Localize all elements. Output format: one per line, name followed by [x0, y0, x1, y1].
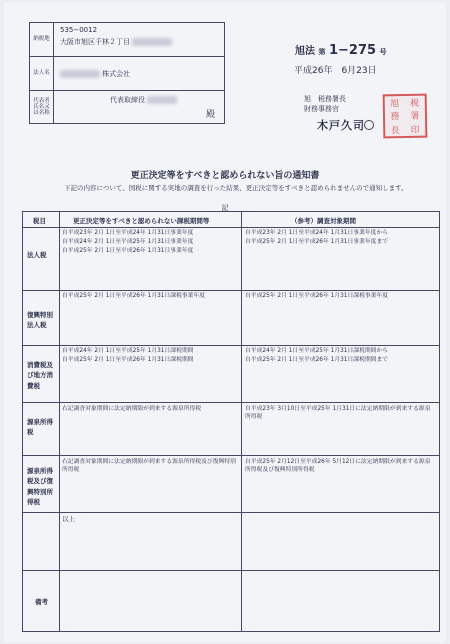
seal-char: 旭	[390, 99, 400, 110]
label-representative: 代表者氏名又は名称	[30, 91, 54, 123]
issuer-office: 旭 税務署長	[304, 95, 346, 103]
issuer-title: 財務事務官	[304, 105, 339, 113]
document-title: 更正決定等をすべきと認められない旨の通知書	[130, 171, 320, 181]
document-page	[4, 2, 446, 642]
doc-no-value: 1−275	[328, 43, 377, 58]
row-divider	[23, 402, 439, 403]
header-tax-item: 税目	[33, 217, 46, 225]
header-reference: （参考）調査対象期間	[291, 217, 356, 225]
reference-line: 自平成23年 2月 1日至平成24年 1月31日事業年度から	[245, 230, 389, 236]
reference-line: 自平成24年 2月 1日至平成25年 1月31日課税期間から	[245, 348, 389, 354]
reference-line: 自平成25年 2月 1日至平成26年 1月31日課税期間まで	[245, 357, 389, 363]
doc-no-mark: 第	[318, 48, 326, 56]
period-line: 右記調査対象期間に法定納期限が到来する源泉所得税	[62, 406, 202, 412]
reference-line: 自平成25年 2月12日至平成26年 5月12日に法定納期限が到来する源泉所得税及び復興特別所得税	[245, 459, 431, 474]
assessment-table	[22, 211, 440, 632]
dono-suffix: 殿	[206, 110, 216, 120]
period-line: 自平成25年 2月 1日至平成26年 1月31日課税期間	[62, 357, 194, 363]
info-row-address	[30, 23, 224, 57]
row-divider	[23, 227, 439, 228]
intro-text: 下記の内容について、国税に関する実地の調査を行った結果、更正決定等をすべきと認められませんので通知します。	[64, 184, 408, 192]
reference-line: 自平成25年 2月 1日至平成26年 1月31日事業年度まで	[245, 239, 389, 245]
ki-marker: 記	[221, 204, 229, 212]
doc-no-suffix: 号	[379, 48, 387, 56]
closing-text: 以上	[62, 515, 75, 523]
row-divider	[23, 570, 439, 571]
row-divider	[23, 455, 439, 456]
seal-char: 署	[410, 112, 420, 123]
info-row-rep	[30, 91, 224, 123]
tax-label-consumption: 消費税及び地方消費税	[27, 361, 53, 390]
doc-no-prefix: 旭法	[295, 46, 315, 57]
document-number	[295, 42, 387, 58]
corp-name-line	[60, 69, 130, 79]
remarks-label: 備考	[35, 598, 48, 606]
label-corp-name: 法人名	[30, 57, 54, 90]
reference-line: 自平成23年 3月10日至平成25年 1月31日に法定納期限が到来する源泉所得税	[245, 406, 431, 421]
redacted-block	[147, 96, 177, 104]
period-line: 右記調査対象期間に法定納期限が到来する源泉所得税及び復興特別所得税	[62, 459, 236, 474]
rep-title: 代表取締役	[110, 96, 145, 104]
tax-label-withholding: 源泉所得税	[27, 418, 53, 437]
tax-label-withholding-reconstruction: 源泉所得税及び復興特別所得税	[27, 467, 53, 507]
seal-char: 税	[410, 98, 420, 110]
reference-line: 自平成25年 2月 1日至平成26年 1月31日課税事業年度	[245, 293, 389, 299]
row-divider	[23, 512, 439, 513]
tax-label-reconstruction-corporate: 復興特別法人税	[27, 311, 53, 330]
seal-char: 長	[390, 125, 400, 137]
col-divider	[241, 212, 242, 631]
address-line	[60, 37, 172, 47]
period-line: 自平成25年 2月 1日至平成26年 1月31日課税事業年度	[62, 293, 206, 299]
personal-seal-icon	[364, 120, 374, 130]
corp-name: 株式会社	[102, 70, 131, 78]
col-divider	[59, 212, 60, 631]
redacted-block	[132, 38, 172, 46]
address-text: 大阪市旭区千林２丁目	[60, 38, 130, 46]
row-divider	[23, 290, 439, 291]
rep-line	[110, 95, 177, 105]
taxpayer-info-box	[29, 22, 225, 124]
row-divider	[23, 345, 439, 346]
postal-code: 535−0012	[60, 26, 98, 34]
tax-label-corporate: 法人税	[27, 251, 47, 259]
document-date: 平成26年 6月23日	[294, 66, 377, 76]
period-line: 自平成23年 2月 1日至平成24年 1月31日事業年度	[62, 230, 194, 236]
redacted-block	[60, 70, 100, 78]
seal-char: 印	[410, 125, 420, 136]
official-seal-icon	[383, 94, 428, 139]
seal-char: 務	[390, 112, 400, 123]
period-line: 自平成25年 2月 1日至平成26年 1月31日事業年度	[62, 248, 194, 254]
info-row-corp	[30, 57, 224, 91]
period-line: 自平成24年 2月 1日至平成25年 1月31日事業年度	[62, 239, 194, 245]
period-line: 自平成24年 2月 1日至平成25年 1月31日課税期間	[62, 348, 194, 354]
issuer-name: 木戸久司	[317, 119, 365, 132]
label-address: 納税地	[30, 23, 54, 56]
header-periods: 更正決定等をすべきと認められない課税期間等	[73, 217, 210, 225]
